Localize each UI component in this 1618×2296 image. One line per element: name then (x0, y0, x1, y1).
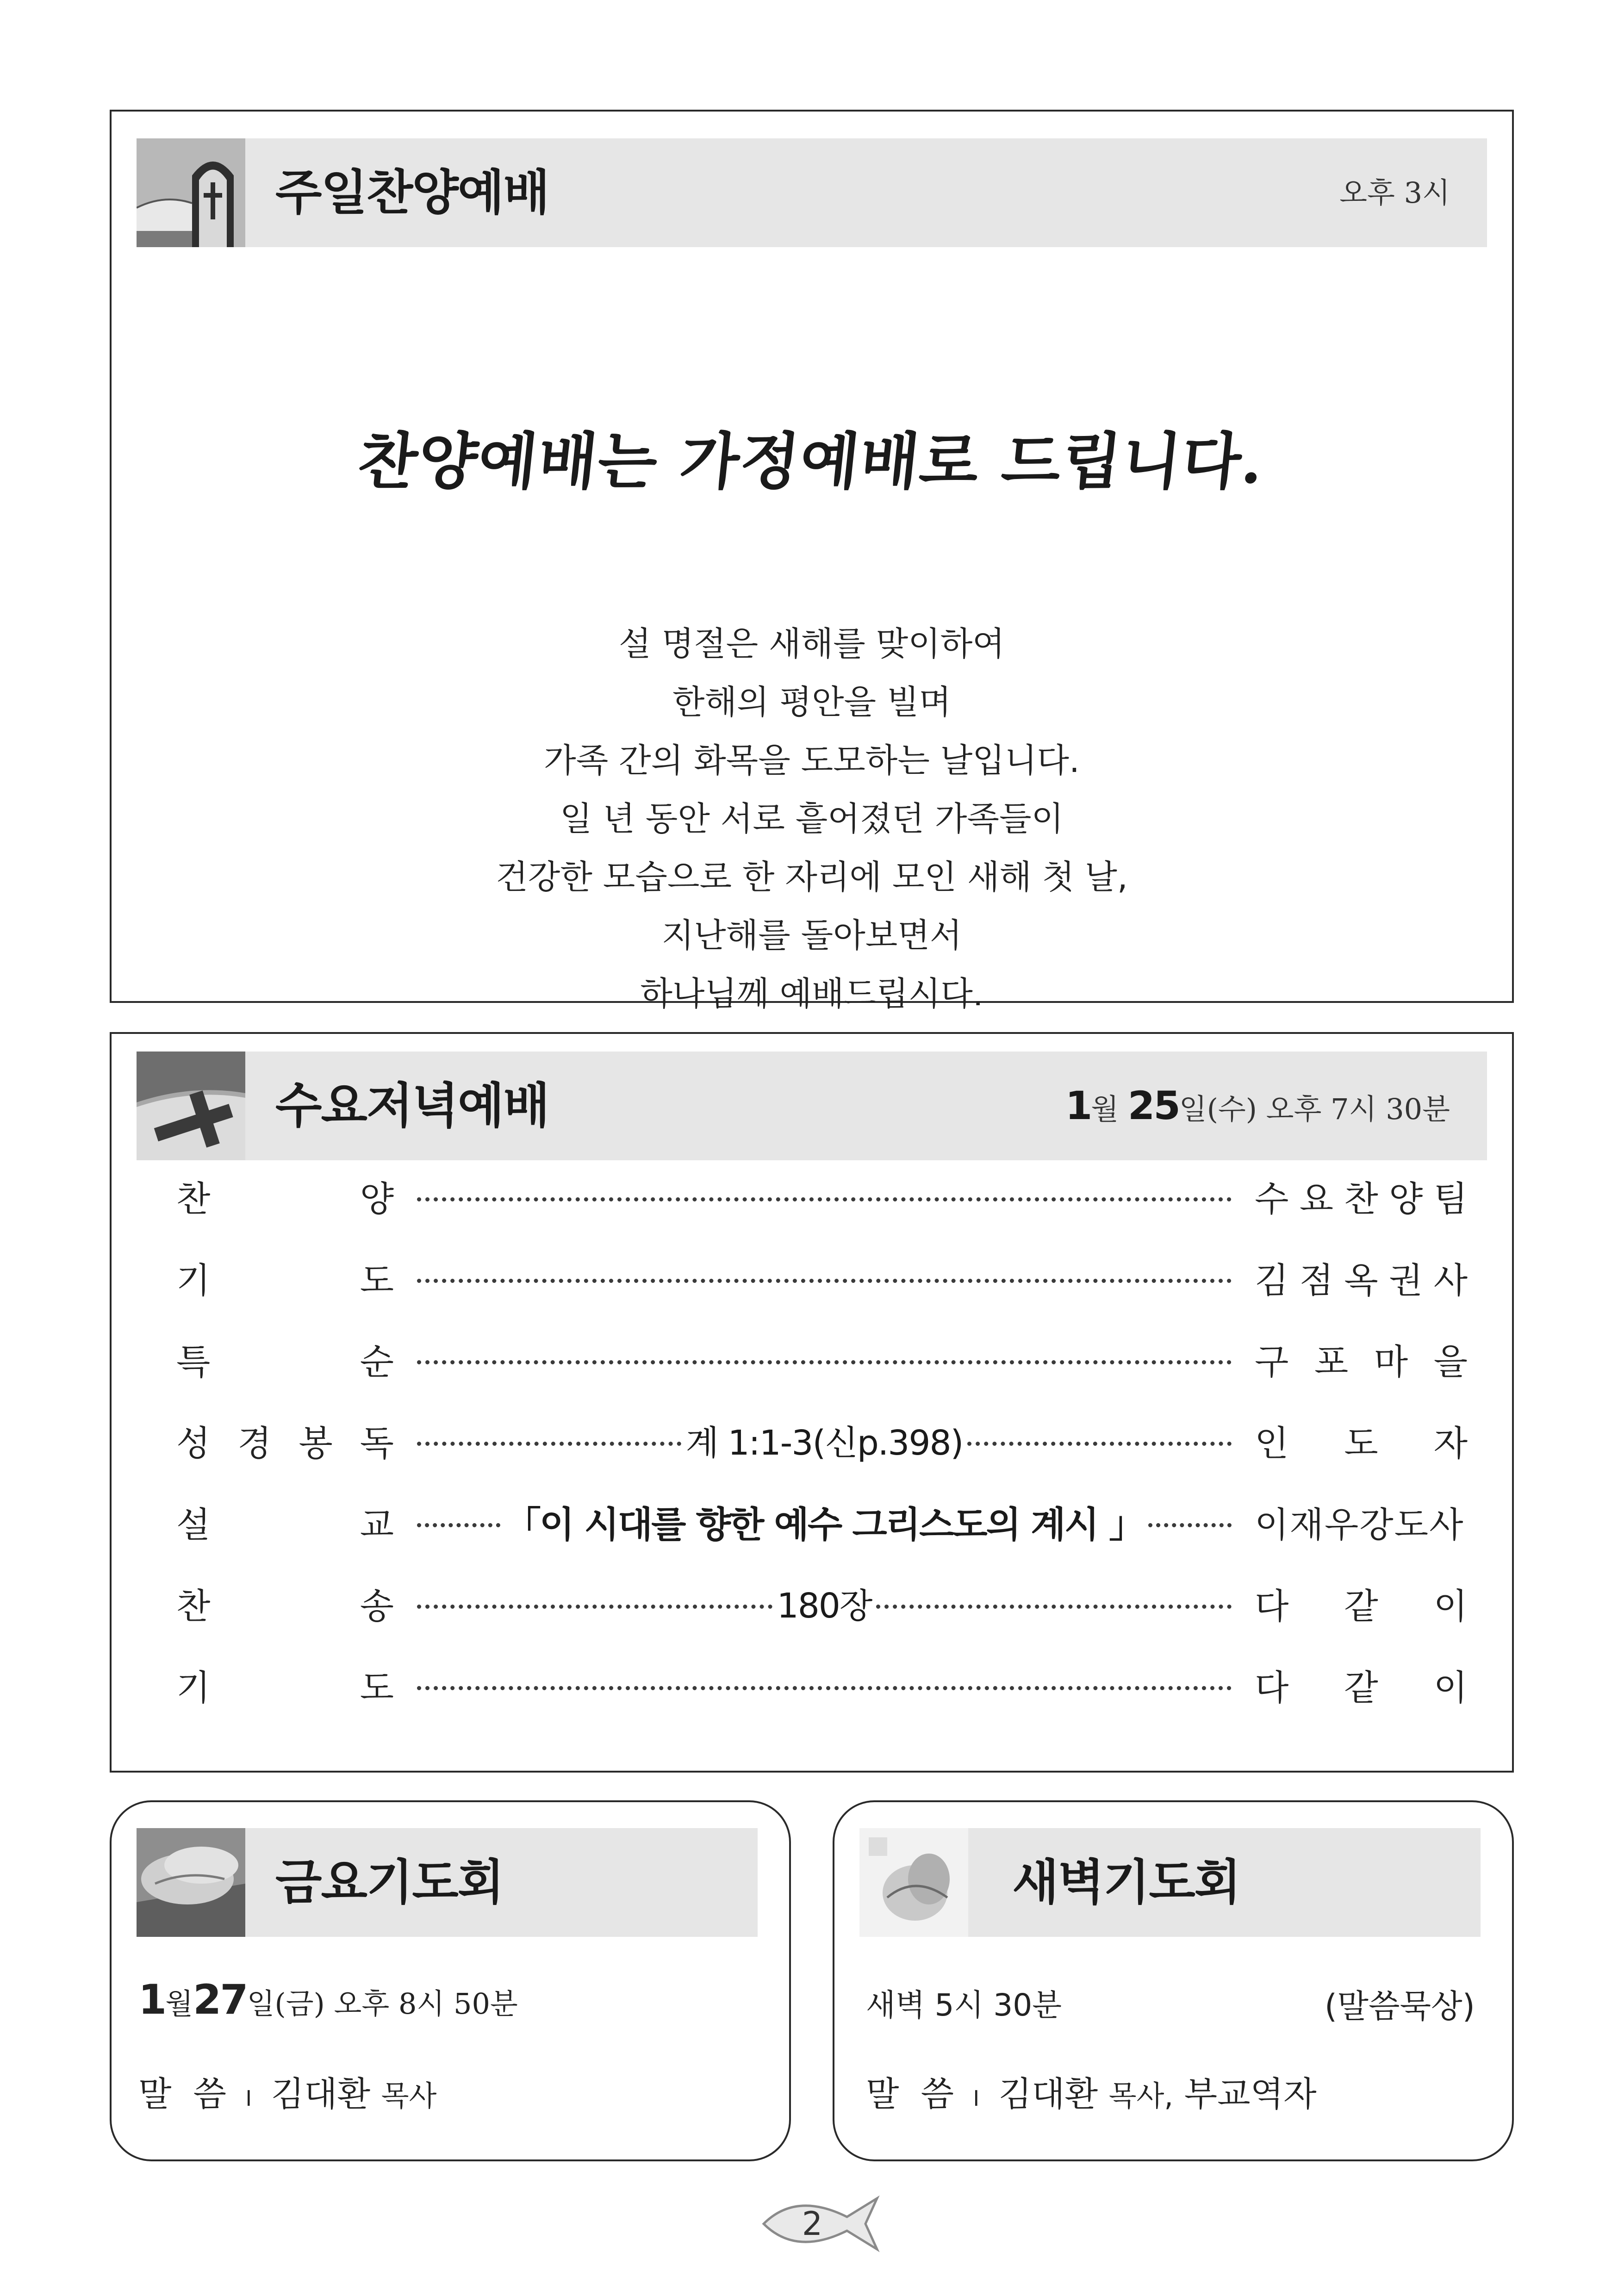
order-label-char: 기 (176, 1259, 211, 1301)
dot-leader (417, 1279, 1232, 1283)
order-leader (417, 1412, 1232, 1468)
dawn-prayer-panel (833, 1800, 1514, 2161)
sunday-service-time: 오후 3시 (1339, 176, 1450, 210)
order-leader-name (1255, 1575, 1468, 1631)
date-month: 1 (138, 1976, 166, 2023)
order-label-char: 봉 (299, 1422, 333, 1464)
wednesday-service-datetime (1065, 1052, 1450, 1160)
dot-leader (417, 1605, 772, 1609)
order-label (176, 1412, 394, 1468)
order-leader-char: 이 (1433, 1667, 1468, 1708)
message-line: 지난해를 돌아보면서 (661, 916, 962, 955)
order-row (112, 1250, 1512, 1305)
order-leader-name (1255, 1331, 1468, 1387)
order-leader-char: 수 (1255, 1178, 1289, 1220)
order-leader-name (1255, 1494, 1468, 1549)
dawn-prayer-title: 새벽기도회 (1012, 1854, 1240, 1910)
date-month-unit: 월 (1091, 1092, 1119, 1126)
order-detail: 180장 (777, 1586, 872, 1626)
date-month: 1 (1065, 1083, 1091, 1128)
date-month-unit: 월 (165, 1987, 193, 2021)
order-leader-char: 같 (1344, 1585, 1378, 1627)
order-detail: 「이 시대를 향한 예수 그리스도의 계시 」 (504, 1504, 1144, 1546)
order-leader-name (1255, 1412, 1468, 1468)
dawn-prayer-header (859, 1828, 1481, 1937)
order-leader-char: 김 (1255, 1259, 1289, 1301)
order-leader-name (1255, 1657, 1468, 1712)
order-leader-char: 다 (1255, 1667, 1289, 1708)
order-leader-char: 점 (1299, 1259, 1334, 1301)
order-label-char: 경 (237, 1422, 272, 1464)
order-label-char: 도 (360, 1259, 394, 1301)
order-row (112, 1657, 1512, 1712)
speaker-label: 말 씀 (866, 2074, 954, 2114)
wednesday-service-title: 수요저녁예배 (275, 1077, 549, 1134)
order-row (112, 1168, 1512, 1224)
praying-hands-icon (137, 1828, 245, 1937)
friday-prayer-speaker (138, 2067, 436, 2116)
order-label (176, 1494, 394, 1549)
speaker-label: 말 씀 (138, 2074, 227, 2114)
order-label (176, 1575, 394, 1631)
friday-prayer-header (137, 1828, 758, 1937)
order-label-char: 설 (176, 1504, 211, 1545)
dot-leader (1148, 1523, 1232, 1527)
message-line: 설 명절은 새해를 맞이하여 (619, 624, 1005, 663)
order-leader-char: 이 (1433, 1585, 1468, 1627)
order-leader (417, 1168, 1232, 1224)
order-leader-char: 요 (1299, 1178, 1334, 1220)
order-row (112, 1331, 1512, 1387)
order-row (112, 1412, 1512, 1468)
friday-prayer-title: 금요기도회 (275, 1854, 504, 1910)
speaker-name: 김대환 (998, 2074, 1098, 2114)
speaker-extra: 부교역자 (1184, 2074, 1317, 2114)
sunday-message (112, 615, 1512, 1023)
order-label-char: 찬 (176, 1585, 211, 1627)
order-leader-name (1255, 1250, 1468, 1305)
sunday-service-panel (110, 110, 1514, 1013)
order-leader-char: 도 (1344, 1422, 1378, 1464)
order-label-char: 독 (360, 1422, 394, 1464)
order-label-char: 기 (176, 1667, 211, 1708)
message-line: 한해의 평안을 빌며 (672, 683, 952, 722)
order-leader-char: 같 (1344, 1667, 1378, 1708)
order-leader-char: 양 (1388, 1178, 1423, 1220)
order-label-char: 특 (176, 1341, 211, 1382)
speaker-separator: I (245, 2086, 252, 2111)
order-label (176, 1250, 394, 1305)
order-label (176, 1657, 394, 1712)
order-leader-name (1255, 1168, 1468, 1224)
order-label-char: 도 (360, 1667, 394, 1708)
order-leader-char: 찬 (1344, 1178, 1378, 1220)
date-day: 25 (1127, 1083, 1179, 1128)
order-leader-char: 구 (1255, 1341, 1289, 1382)
friday-prayer-panel (110, 1800, 791, 2161)
dawn-prayer-time: 새벽 5시 30분 (866, 1987, 1062, 2023)
order-label-char: 성 (176, 1422, 211, 1464)
order-leader-char: 권 (1388, 1259, 1423, 1301)
order-leader (417, 1331, 1232, 1387)
order-leader-char: 이재우강도사 (1255, 1504, 1464, 1545)
order-leader (417, 1657, 1232, 1712)
dot-leader (417, 1523, 500, 1527)
order-leader-char: 포 (1314, 1341, 1349, 1382)
order-leader (417, 1250, 1232, 1305)
order-row (112, 1494, 1512, 1549)
order-label-char: 찬 (176, 1178, 211, 1220)
order-label-char: 송 (360, 1585, 394, 1627)
page-number-badge (754, 2189, 884, 2259)
dot-leader (876, 1605, 1232, 1609)
order-label-char: 순 (360, 1341, 394, 1382)
message-line: 건강한 모습으로 한 자리에 모인 새해 첫 날, (496, 858, 1128, 896)
order-row (112, 1575, 1512, 1631)
order-leader-char: 옥 (1344, 1259, 1378, 1301)
message-line: 하나님께 예배드립시다. (640, 974, 983, 1013)
speaker-title: 목사, (1108, 2079, 1174, 2113)
order-leader-char: 팀 (1433, 1178, 1468, 1220)
order-label-char: 양 (360, 1178, 394, 1220)
cross-on-bible-icon (137, 1052, 245, 1160)
order-leader-char: 을 (1433, 1341, 1468, 1382)
order-leader-char: 다 (1255, 1585, 1289, 1627)
order-leader-char: 마 (1374, 1341, 1408, 1382)
order-leader-char: 사 (1433, 1259, 1468, 1301)
order-leader (417, 1575, 1232, 1631)
dawn-prayer-speaker (866, 2067, 1317, 2116)
dot-leader (967, 1442, 1232, 1446)
friday-prayer-datetime (138, 1976, 518, 2023)
speaker-name: 김대환 (271, 2074, 371, 2114)
folded-hands-icon (859, 1828, 968, 1937)
dot-leader (417, 1686, 1232, 1690)
dot-leader (417, 1442, 681, 1446)
order-leader-char: 인 (1255, 1422, 1289, 1464)
order-detail: 계 1:1-3(신p.398) (685, 1423, 963, 1463)
speaker-title: 목사 (381, 2079, 437, 2113)
bible-cross-icon (137, 138, 245, 247)
message-line: 가족 간의 화목을 도모하는 날입니다. (544, 741, 1080, 780)
message-line: 일 년 동안 서로 흩어졌던 가족들이 (560, 799, 1064, 838)
speaker-separator: I (973, 2086, 980, 2111)
dot-leader (417, 1360, 1232, 1364)
order-leader-char: 자 (1433, 1422, 1468, 1464)
sunday-headline: 찬양예배는 가정예배로 드립니다. (355, 426, 1268, 498)
order-label-char: 교 (360, 1504, 394, 1545)
wednesday-service-panel (110, 1032, 1514, 1773)
order-leader (417, 1494, 1232, 1549)
sunday-service-title: 주일찬양예배 (275, 164, 549, 221)
date-day: 27 (193, 1976, 247, 2023)
page-number: 2 (802, 2205, 823, 2243)
dot-leader (417, 1197, 1232, 1201)
dawn-prayer-note: (말씀묵상) (1324, 1987, 1475, 2025)
date-rest: 일(금) 오후 8시 50분 (247, 1987, 518, 2021)
order-label (176, 1331, 394, 1387)
sunday-service-header (137, 138, 1487, 247)
date-rest: 일(수) 오후 7시 30분 (1179, 1092, 1450, 1126)
order-label (176, 1168, 394, 1224)
wednesday-service-header (137, 1052, 1487, 1160)
